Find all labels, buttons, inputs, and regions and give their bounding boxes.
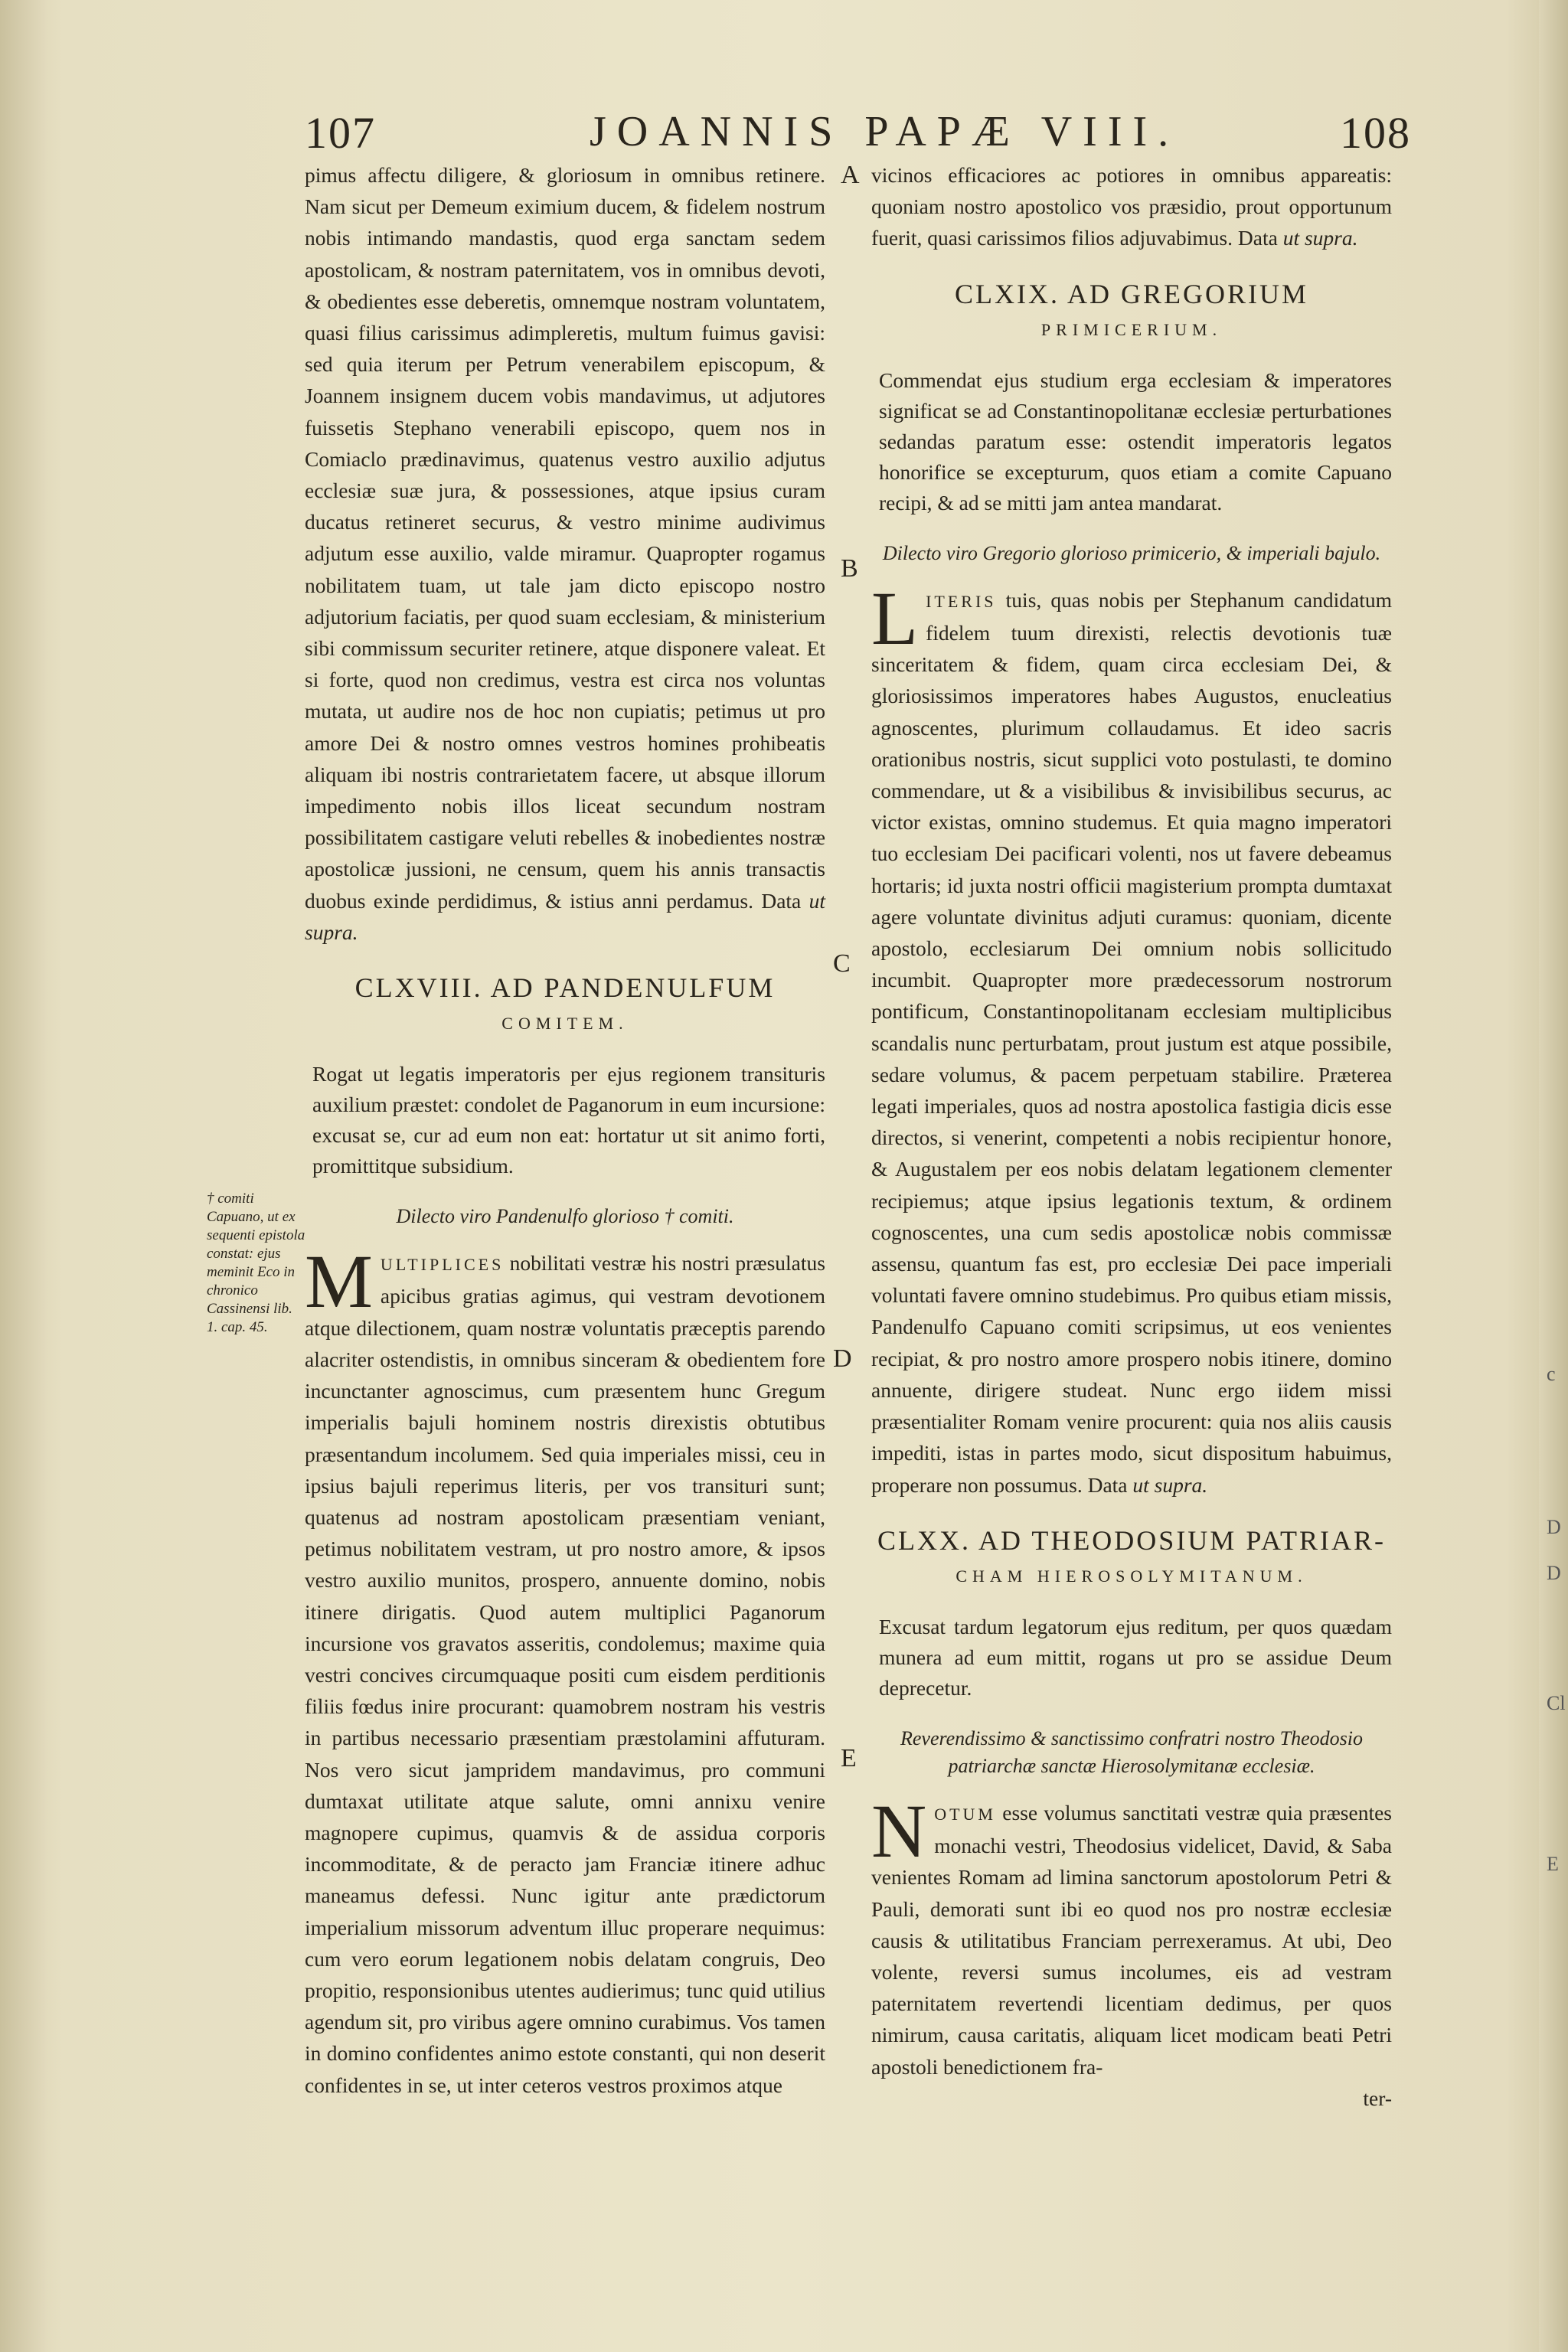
body-text: esse volumus sanctitati vestræ quia præsentes monachi vestri, Theodosius videlicet, David, & Saba venientes Romam ad limina sanctorum apostolorum Petri & Pauli, demorati sunt ibi eo quod nos pro nostræ ecclesiæ causis & utilitatibus Franciam perrexeramus. At ubi, Deo volente, reversi sumus incolumes, eis ad vestram paternitatem revertendi licentiam dedimus, per quos nimirum, causa caritatis, aliquam licet modicam beati Petri apostoli benedictionem fra- — [871, 1800, 1392, 2079]
edge-fragment: Cl — [1547, 1692, 1566, 1714]
letter-heading: CLXVIII. AD PANDENULFUM — [354, 972, 776, 1004]
drop-capital: N — [871, 1788, 927, 1873]
edge-fragment: c — [1547, 1363, 1556, 1385]
margin-letter-e: E — [841, 1744, 857, 1772]
body-text — [305, 159, 825, 948]
margin-letter-d: D — [833, 1344, 852, 1373]
margin-letter-c: C — [833, 949, 851, 978]
letter-subheading: CHAM HIEROSOLYMITANUM. — [956, 1566, 1308, 1586]
margin-letter-b: B — [841, 554, 858, 583]
left-column — [305, 159, 825, 2101]
running-title: JOANNIS PAPÆ VIII. — [590, 108, 1180, 155]
letter-summary: Excusat tardum legatorum ejus reditum, per quos quædam munera ad eum mittit, rogans ut pro se assidue Deum deprecetur. — [879, 1614, 1392, 1700]
edge-fragment: E — [1547, 1853, 1559, 1875]
letter-summary: Commendat ejus studium erga ecclesiam & imperatores significat se ad Constantinopolitanæ ecclesiæ perturbationes sedandas paratum esse: ostendit imperatoris legatos honorifice se excepturum, quos etiam a comite Capuano recipi, & ad se mitti jam antea mandarat. — [879, 368, 1392, 514]
letter-summary: Rogat ut legatis imperatoris per ejus regionem transituris auxilium præstet: condolet de Paganorum in eum incursione: excusat se, cur ad eum non eat: hortatur ut sit animo forti, promittitque subsidium. — [312, 1062, 825, 1178]
letter-heading: CLXIX. AD GREGORIUM — [955, 278, 1308, 309]
date-formula: ut supra. — [1282, 226, 1358, 250]
adjacent-page-edge — [1539, 0, 1568, 2352]
letter-heading: CLXX. AD THEODOSIUM PATRIAR- — [877, 1524, 1387, 1556]
margin-note: † comiti Capuano, ut ex sequenti epistola constat: ejus meminit Eco in chronico Cassinensi lib. 1. cap. 45. — [207, 1191, 305, 1335]
letter-address: Dilecto viro Gregorio glorioso primicerio, & imperiali bajulo. — [882, 541, 1381, 564]
letter-body — [871, 575, 1392, 1501]
book-gutter — [0, 0, 46, 2352]
body-text: pimus affectu diligere, & gloriosum in omnibus retinere. Nam sicut per Demeum eximium ducem, & fidelem nostrum nobis intimando mandastis, quod erga sanctam sedem apostolicam, & nostram paternitatem, vos in omnibus devoti, & obedientes esse deberetis, omnemque nostram voluntatem, quasi filius carissimus adimpleretis, multum fuimus gavisi: sed quia iterum per Petrum venerabilem episcopum, & Joannem insignem ducem vobis mandavimus, ut adjutores fuissetis Stephano venerabili episcopo, quem nos in Comiaclo prædinavimus, quatenus vestro auxilio adjutus ecclesiæ suæ jura, & possessiones, atque ipsius curam ducatus retineret securus, & vestro minime audivimus adjutum esse auxilio, valde miramur. Quapropter rogamus nobilitatem tuam, ut tale jam dicto episcopo nostro adjutorium faciatis, per quod suam ecclesiam, & ministerium sibi commissum securiter retinere, atque disponere valeat. Et si forte, quod non credimus, vestra est circa nos voluntas mutata, ut audire nos de hoc non cupiatis; petimus ut pro amore Dei & nostro omnes vestros homines prohibeatis aliquam ibi nostris contrarietatem facere, ut absque illorum impedimento nobis illos liceat secundum nostram possibilitatem castigare veluti rebelles & inobedientes nostræ apostolicæ jussioni, ne censum, quem his annis transactis duobus exinde perdidimus, & istius anni perdamus. Data — [305, 163, 825, 913]
body-text: tuis, quas nobis per Stephanum candidatum fidelem tuum direxisti, relectis devotionis tuæ sinceritatem & fidem, quam circa ecclesiam Dei, & gloriosissimos imperatores habes Augustos, enucleatius agnoscentes, plurimum collaudamus. Et ideo sacris orationibus nostris, sicut supplici voto postulasti, te domino commendare, ut & a visibilibus & invisibilibus securus, ac victor existas, omnino studemus. Et quia magno imperatori tuo ecclesiam Dei pacificari volenti, nos ut favere debeamus hortaris; id juxta nostri officii magisterium prompta dumtaxat agere voluntate divinitus adjuti curamus: quoniam, dicente apostolo, ecclesiarum Dei omnium nobis sollicitudo incumbit. Quapropter more prædecessorum nostrorum pontificum, Constantinopolitanam ecclesiam multiplicibus scandalis nunc perturbatam, prout justum est atque possibile, sedare volumus, & pacem perpetuam stabilire. Præterea legati imperiales, quos ad nostra apostolica fastigia dicis esse directos, si venerint, competenti a nobis recipientur honore, & Augustalem per eos nobis delatam legationem clementer recipiemus; atque ipsius legationis textum, & ordinem cognoscentes, una cum sedis apostolicæ nobis commissæ assensu, quantum fas est, pro ecclesiæ Dei pace imperiali voluntati favere omnino studebimus. Pro quibus etiam missis, Pandenulfo Capuano comiti scripsimus, ut eos venientes recipiat, & pro nostro amore prospero nobis itinere, domino annuente, dirigere studeat. Nunc ergo iidem missi præsentialiter Romam venire procurent: quia nos aliis causis impediti, istas in partes modo, sicut dispositum habuimus, properare non possumus. Data — [871, 587, 1392, 1497]
margin-letter-a: A — [841, 161, 860, 189]
letter-body — [871, 1788, 1392, 2082]
page-number-right: 108 — [1340, 108, 1411, 158]
right-column — [871, 159, 1392, 2114]
body-text: nobilitati vestræ his nostri præsulatus apicibus gratias agimus, qui vestram devotionem atque dilectionem, quam nostræ voluntatis præceptis parendo alacriter ostendistis, in omnibus sinceram & obedientem fore incunctanter agnoscimus, cum præsentem hunc Gregum imperialis bajuli hominem nostris direxistis obtutibus præsentandum incolumem. Sed quia imperiales missi, ceu in ipsius bajuli reperimus literis, per vos transituri sunt; quatenus ad nostram apostolicam præsentiam veniant, petimus nobilitatem vestram, ut pro nostro amore, & ipsos vestro auxilio munitos, prospero, annuente domino, nobis itinere dirigatis. Quod autem multiplici Paganorum incursione vos gravatos asseritis, condolemus; maxime quia vestri concives circumquaque positi cum eisdem perditionis filiis fœdus inire procurant: quamobrem nostram his vestris in partibus necessario præsentiam præstolamini affuturam. Nos vero sicut jampridem mandavimus, pro communi dumtaxat utilitate atque salute, omni annixu venire magnopere cupimus, quamvis & de assidua corporis incommoditate, & de peracto jam Franciæ itinere adhuc maneamus defessi. Nunc igitur ante prædictorum imperialium missorum adventum illuc properare nequimus: cum vero eorum legationem nobis delatam congruis, Deo propitio, responsionibus utentes audierimus; tunc quid utilius agendum sit, pro viribus agere omnino curabimus. Vos tamen in domino confidentes animo estote constanti, qui non deserit confidentes in se, ut inter ceteros vestros proximos atque — [305, 1251, 825, 2097]
date-formula: ut supra. — [1132, 1472, 1208, 1497]
letter-address: Reverendissimo & sanctissimo confratri nostro Theodosio patriarchæ sanctæ Hierosolymitanæ ecclesiæ. — [900, 1726, 1363, 1777]
body-text — [871, 159, 1392, 254]
catchword: ter- — [1363, 2086, 1392, 2110]
letter-subheading: PRIMICERIUM. — [1040, 319, 1223, 339]
lead-word: ULTIPLICES — [380, 1255, 505, 1275]
page-number-left: 107 — [305, 108, 376, 158]
edge-fragment: D — [1547, 1516, 1561, 1538]
lead-word: OTUM — [934, 1804, 996, 1824]
letter-subheading: COMITEM. — [501, 1014, 629, 1034]
lead-word: ITERIS — [926, 591, 997, 611]
date-formula: ut supra. — [305, 888, 825, 944]
letter-address: Dilecto viro Pandenulfo glorioso † comiti. — [396, 1205, 734, 1228]
edge-fragment: D — [1547, 1562, 1561, 1584]
body-text: vicinos efficaciores ac potiores in omnibus appareatis: quoniam nostro apostolico vos præsidio, prout opportunum fuerit, quasi carissimos filios adjuvabimus. Data — [871, 163, 1392, 250]
letter-body — [305, 1239, 825, 2100]
drop-capital: M — [305, 1239, 373, 1325]
drop-capital: L — [871, 575, 919, 661]
